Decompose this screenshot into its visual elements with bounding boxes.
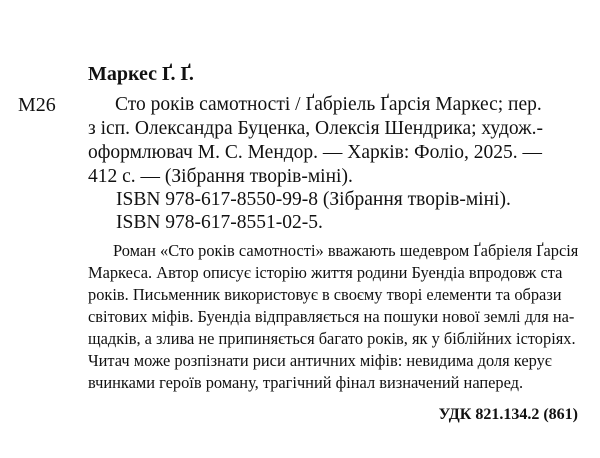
udc-code: УДК 821.134.2 (861) — [438, 406, 578, 423]
annotation-line-6: Читач може розпізнати риси античних міфів: невидима доля керує — [88, 351, 552, 370]
bibliographic-line-3: оформлювач М. С. Мендор. — Харків: Фоліо, 2025. — — [88, 142, 542, 163]
author-heading: Маркес Ґ. Ґ. — [88, 63, 194, 85]
bibliographic-line-1: Сто років самотності / Ґабріель Ґарсія Маркес; пер. — [115, 94, 542, 115]
annotation-line-1: Роман «Сто років самотності» вважають шедевром Ґабріеля Ґарсія — [113, 241, 579, 260]
isbn-line-1: ISBN 978-617-8550-99-8 (Зібрання творів-міні). — [116, 189, 511, 210]
bibliographic-line-2: з ісп. Олександра Буценка, Олексія Шендрика; худож.- — [88, 118, 543, 139]
classification-code: М26 — [18, 94, 56, 116]
annotation-line-7: вчинками героїв роману, трагічний фінал визначений наперед. — [88, 373, 524, 392]
annotation-line-3: років. Письменник використовує в своєму творі елементи та образи — [88, 285, 562, 304]
bibliographic-line-4: 412 с. — (Зібрання творів-міні). — [88, 166, 353, 187]
annotation-line-5: щадків, а злива не припиняється багато років, як у біблійних історіях. — [88, 329, 576, 348]
annotation-line-2: Маркеса. Автор описує історію життя родини Буендіа впродовж ста — [88, 263, 563, 282]
annotation-line-4: світових міфів. Буендіа відправляється на пошуки нової землі для на- — [88, 307, 575, 326]
isbn-line-2: ISBN 978-617-8551-02-5. — [116, 212, 323, 233]
